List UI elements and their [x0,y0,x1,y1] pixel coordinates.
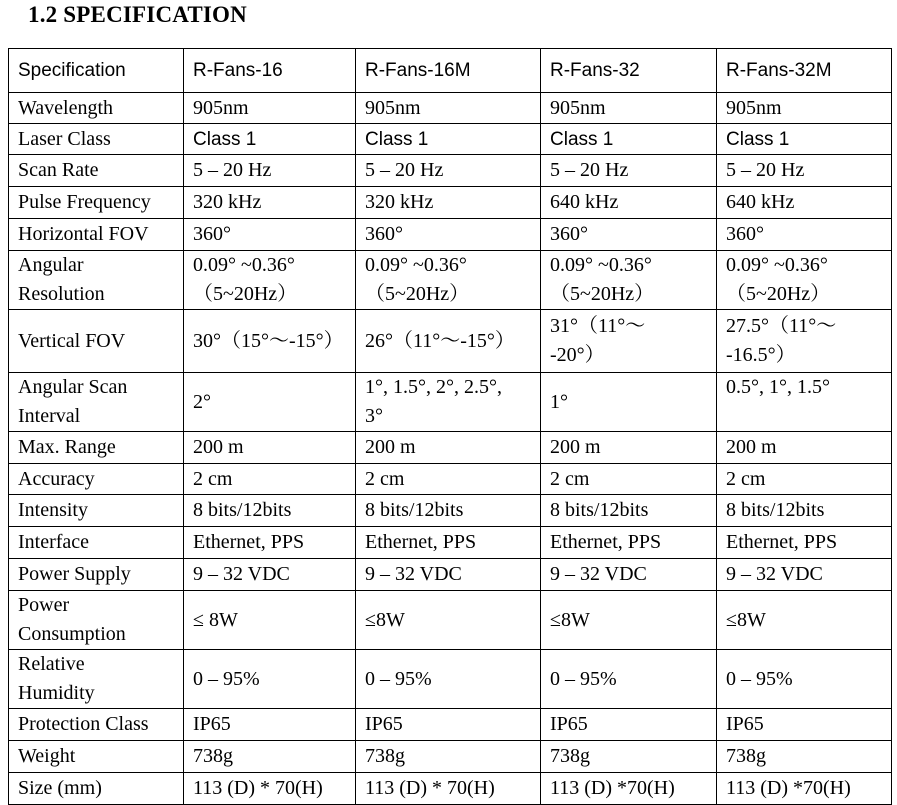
row-label: Power Supply [9,559,184,591]
cell-line: 26°（11°～-15°） [365,329,515,352]
table-cell: Ethernet, PPS [356,527,541,559]
table-cell [184,251,356,310]
row-label: Interface [9,527,184,559]
table-cell [717,251,892,310]
table-row [9,464,892,495]
table-cell: 5 – 20 Hz [717,155,892,187]
label-line: Power [18,594,70,616]
table-cell: 738g [541,741,717,773]
table-cell: 360° [541,219,717,251]
table-cell: Class 1 [184,124,356,155]
header-cell: Specification [9,49,184,93]
table-cell: 9 – 32 VDC [184,559,356,591]
table-cell: 9 – 32 VDC [717,559,892,591]
table-cell: 8 bits/12bits [541,495,717,527]
row-label: Intensity [9,495,184,527]
table-row [9,559,892,591]
section-heading: 1.2 SPECIFICATION [28,2,247,27]
table-cell: 360° [356,219,541,251]
table-cell: 200 m [356,432,541,464]
specification-table [8,48,892,805]
table-row [9,432,892,464]
table-row [9,251,892,310]
table-cell: Class 1 [717,124,892,155]
row-label: Accuracy [9,464,184,495]
table-cell: 0 – 95% [541,650,717,709]
table-row [9,741,892,773]
table-cell: 320 kHz [356,187,541,219]
table-cell: 738g [717,741,892,773]
table-row [9,93,892,124]
table-row [9,773,892,805]
table-cell: 113 (D) *70(H) [541,773,717,805]
header-cell: R-Fans-16M [356,49,541,93]
cell-line: （5~20Hz） [193,283,298,305]
cell-line: 3° [365,405,383,427]
table-cell [541,373,717,432]
table-cell: Ethernet, PPS [184,527,356,559]
table-row [9,219,892,251]
row-label: Protection Class [9,709,184,741]
table-cell: 5 – 20 Hz [184,155,356,187]
label-line: Resolution [18,283,105,305]
table-cell: 5 – 20 Hz [541,155,717,187]
table-cell: 8 bits/12bits [184,495,356,527]
table-cell: Ethernet, PPS [541,527,717,559]
cell-line: -20°） [550,344,605,366]
table-cell: ≤ 8W [184,591,356,650]
table-cell: Ethernet, PPS [717,527,892,559]
table-row [9,155,892,187]
table-cell: 9 – 32 VDC [356,559,541,591]
label-line: Humidity [18,682,95,704]
table-row [9,495,892,527]
cell-line: 1° [550,390,568,413]
cell-line: 27.5°（11°～ [726,315,837,337]
table-header-row [9,49,892,93]
table-cell: 905nm [717,93,892,124]
table-cell: 5 – 20 Hz [356,155,541,187]
table-cell: 738g [184,741,356,773]
table-cell: 8 bits/12bits [717,495,892,527]
table-cell: 2 cm [541,464,717,495]
label-line: Angular Scan [18,376,128,398]
table-cell [184,373,356,432]
cell-line: 0.09° ~0.36° [726,254,828,276]
table-cell: ≤8W [717,591,892,650]
table-row [9,709,892,741]
table-cell: 200 m [717,432,892,464]
row-label: Weight [9,741,184,773]
row-label [9,591,184,650]
row-label: Scan Rate [9,155,184,187]
table-row [9,650,892,709]
table-cell [184,310,356,373]
row-label: Size (mm) [9,773,184,805]
row-label: Max. Range [9,432,184,464]
cell-line: 30°（15°～-15°） [193,329,344,352]
row-label [9,373,184,432]
label-line: Interval [18,405,81,427]
table-cell: 360° [184,219,356,251]
table-row [9,310,892,373]
row-label [9,251,184,310]
table-cell: 0 – 95% [184,650,356,709]
table-cell: Class 1 [356,124,541,155]
row-label: Laser Class [9,124,184,155]
table-cell: 113 (D) * 70(H) [184,773,356,805]
table-cell: 0 – 95% [356,650,541,709]
table-row [9,591,892,650]
table-cell [541,251,717,310]
table-cell: ≤8W [541,591,717,650]
table-cell [541,310,717,373]
table-cell [356,310,541,373]
row-label: Vertical FOV [9,310,184,373]
header-cell: R-Fans-16 [184,49,356,93]
cell-line: 2° [193,390,211,413]
cell-line: （5~20Hz） [726,283,831,305]
table-cell: IP65 [356,709,541,741]
row-label: Pulse Frequency [9,187,184,219]
table-cell: 200 m [184,432,356,464]
table-cell: 200 m [541,432,717,464]
table-cell: 360° [717,219,892,251]
header-cell: R-Fans-32 [541,49,717,93]
table-cell: 0 – 95% [717,650,892,709]
table-cell: 2 cm [184,464,356,495]
table-cell: 9 – 32 VDC [541,559,717,591]
table-cell: 113 (D) *70(H) [717,773,892,805]
table-row [9,187,892,219]
table-cell: ≤8W [356,591,541,650]
table-cell: 113 (D) * 70(H) [356,773,541,805]
table-cell: IP65 [184,709,356,741]
cell-line: 0.09° ~0.36° [193,254,295,276]
header-cell: R-Fans-32M [717,49,892,93]
cell-line: 0.09° ~0.36° [550,254,652,276]
cell-line: 0.09° ~0.36° [365,254,467,276]
row-label [9,650,184,709]
row-label: Horizontal FOV [9,219,184,251]
table-cell: IP65 [541,709,717,741]
cell-line: （5~20Hz） [550,283,655,305]
row-label: Wavelength [9,93,184,124]
table-cell [717,373,892,432]
cell-line: -16.5°） [726,344,796,366]
label-line: Consumption [18,623,126,645]
table-cell: 8 bits/12bits [356,495,541,527]
table-cell: 905nm [184,93,356,124]
cell-line: 31°（11°～ [550,315,646,337]
label-line: Angular [18,254,84,276]
table-cell: 2 cm [356,464,541,495]
table-cell: 738g [356,741,541,773]
cell-line: 1°, 1.5°, 2°, 2.5°, [365,376,502,398]
table-cell [717,310,892,373]
table-cell: 905nm [541,93,717,124]
table-row [9,124,892,155]
cell-line: （5~20Hz） [365,283,470,305]
table-cell: IP65 [717,709,892,741]
cell-line: 0.5°, 1°, 1.5° [726,376,830,398]
table-cell [356,373,541,432]
table-cell: 640 kHz [541,187,717,219]
table-cell: Class 1 [541,124,717,155]
table-cell [356,251,541,310]
table-cell: 640 kHz [717,187,892,219]
table-row [9,527,892,559]
table-cell: 905nm [356,93,541,124]
table-row [9,373,892,432]
table-cell: 320 kHz [184,187,356,219]
table-cell: 2 cm [717,464,892,495]
label-line: Relative [18,653,85,675]
